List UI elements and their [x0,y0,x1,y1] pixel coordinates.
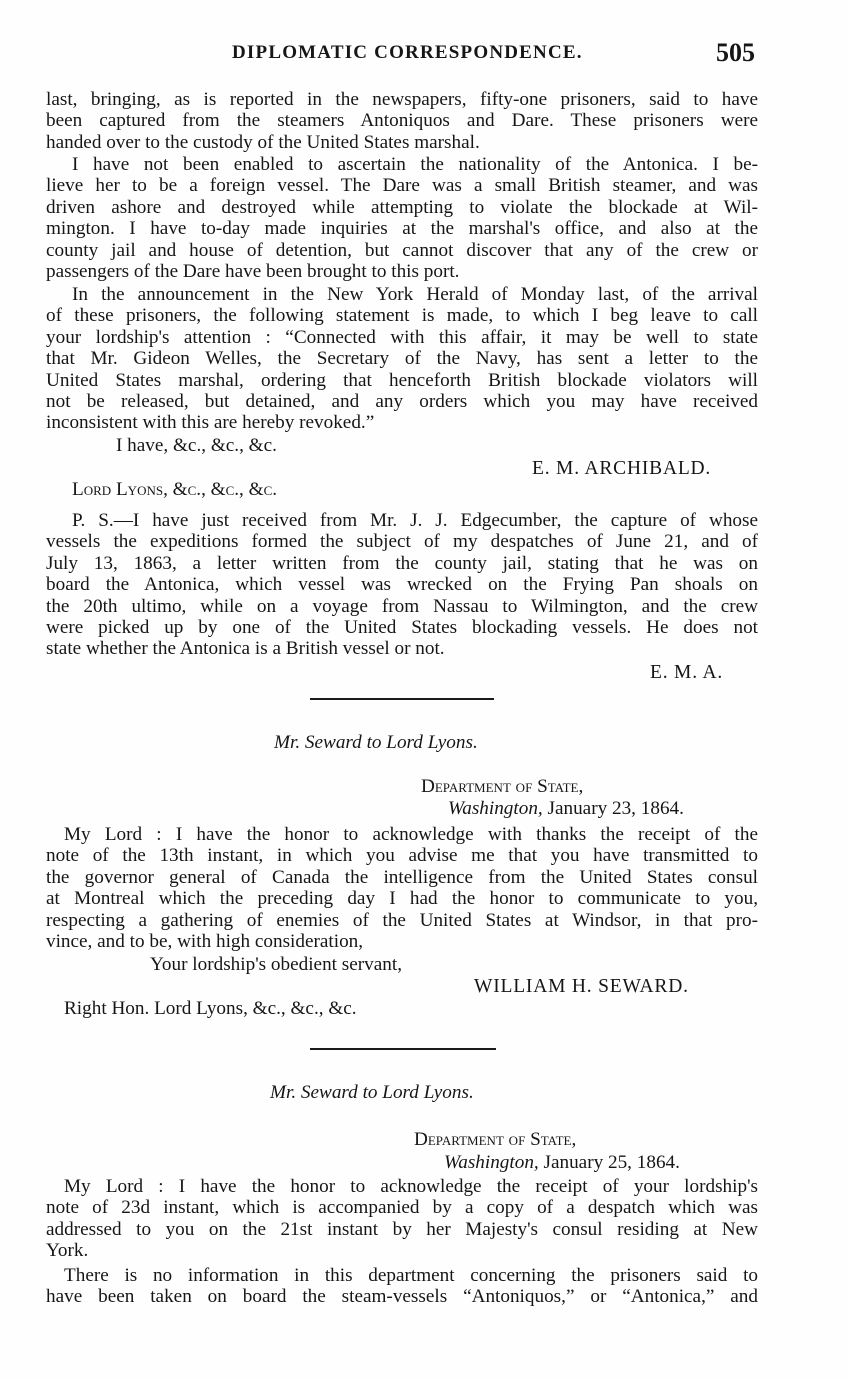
paragraph-prisoners [46,1265,758,1308]
dateline-date: Washington, January 25, 1864. [444,1152,680,1173]
signature: E. M. ARCHIBALD. [532,458,712,479]
text-line: note of the 13th instant, in which you advise me that you have transmitted to [46,845,758,867]
text-line: My Lord : I have the honor to acknowledge with thanks the receipt of the [64,824,758,845]
text-line: vince, and to be, with high consideration, [46,931,364,953]
text-line: have been taken on board the steam-vessels “Antoniquos,” or “Antonica,” and [46,1286,758,1308]
paragraph-herald [46,284,758,434]
text-line: that Mr. Gideon Welles, the Secretary of the Navy, has sent a letter to the [46,348,758,370]
text-line: board the Antonica, which vessel was wrecked on the Frying Pan shoals on [46,574,758,596]
page-number: 505 [716,38,755,67]
text-line: your lordship's attention : “Connected with this affair, it may be well to state [46,326,758,348]
text-line: state whether the Antonica is a British vessel or not. [46,638,445,660]
letter-body [46,824,758,952]
text-line: were picked up by one of the United States blockading vessels. He does not [46,617,758,639]
text-line: P. S.—I have just received from Mr. J. J. Edgecumber, the capture of whose [72,510,758,531]
section-divider [310,1048,496,1050]
text-line: driven ashore and destroyed while attempting to violate the blockade at Wil- [46,196,758,218]
text-line: the governor general of Canada the intelligence from the United States consul [46,866,758,888]
text-line: July 13, 1863, a letter written from the county jail, stating that he was on [46,552,758,574]
dateline-office: Department of State, [421,776,584,797]
text-line: York. [46,1240,89,1262]
text-line: addressed to you on the 21st instant by her Majesty's consul residing at New [46,1218,758,1240]
text-line: vessels the expeditions formed the subject of my despatches of June 21, and of [46,531,758,553]
text-line: at Montreal which the preceding day I had the honor to communicate to you, [46,888,758,910]
text-line: inconsistent with this are hereby revoked.” [46,412,375,434]
letter-heading: Mr. Seward to Lord Lyons. [270,1082,474,1103]
postscript [46,510,758,660]
text-line: In the announcement in the New York Herald of Monday last, of the arrival [72,284,758,305]
dateline-date: Washington, January 23, 1864. [448,798,684,819]
addressee: Right Hon. Lord Lyons, &c., &c., &c. [64,998,357,1019]
postscript-signature: E. M. A. [650,662,724,683]
section-divider [310,698,494,700]
closing-line: Your lordship's obedient servant, [150,954,402,975]
running-title: DIPLOMATIC CORRESPONDENCE. [232,42,583,63]
text-line: There is no information in this department concerning the prisoners said to [64,1265,758,1286]
text-line: My Lord : I have the honor to acknowledge the receipt of your lordship's [64,1176,758,1197]
signature: WILLIAM H. SEWARD. [474,976,689,997]
paragraph-nationality [46,154,758,282]
letter-heading: Mr. Seward to Lord Lyons. [274,732,478,753]
text-line: United States marshal, ordering that henceforth British blockade violators will [46,369,758,391]
text-line: last, bringing, as is reported in the newspapers, fifty-one prisoners, said to have [46,89,758,110]
text-line: of these prisoners, the following statement is made, to which I beg leave to call [46,305,758,327]
text-line: mington. I have to-day made inquiries at the marshal's office, and also at the [46,218,758,240]
text-line: handed over to the custody of the United States marshal. [46,131,480,153]
paragraph-continuation [46,89,758,153]
text-line: county jail and house of detention, but cannot discover that any of the crew or [46,239,758,261]
letter-body [46,1176,758,1262]
text-line: I have not been enabled to ascertain the nationality of the Antonica. I be- [72,154,758,175]
closing-line: I have, &c., &c., &c. [116,435,277,456]
text-line: the 20th ultimo, while on a voyage from Nassau to Wilmington, and the crew [46,595,758,617]
addressee: Lord Lyons, &c., &c., &c. [72,479,278,500]
text-line: respecting a gathering of enemies of the United States at Windsor, in that pro- [46,909,758,931]
page-header [0,38,849,72]
text-line: note of 23d instant, which is accompanied by a copy of a despatch which was [46,1197,758,1219]
text-line: passengers of the Dare have been brought to this port. [46,261,460,283]
text-line: lieve her to be a foreign vessel. The Dare was a small British steamer, and was [46,175,758,197]
text-line: been captured from the steamers Antoniquos and Dare. These prisoners were [46,110,758,132]
text-line: not be released, but detained, and any orders which you may have received [46,391,758,413]
dateline-office: Department of State, [414,1129,577,1150]
